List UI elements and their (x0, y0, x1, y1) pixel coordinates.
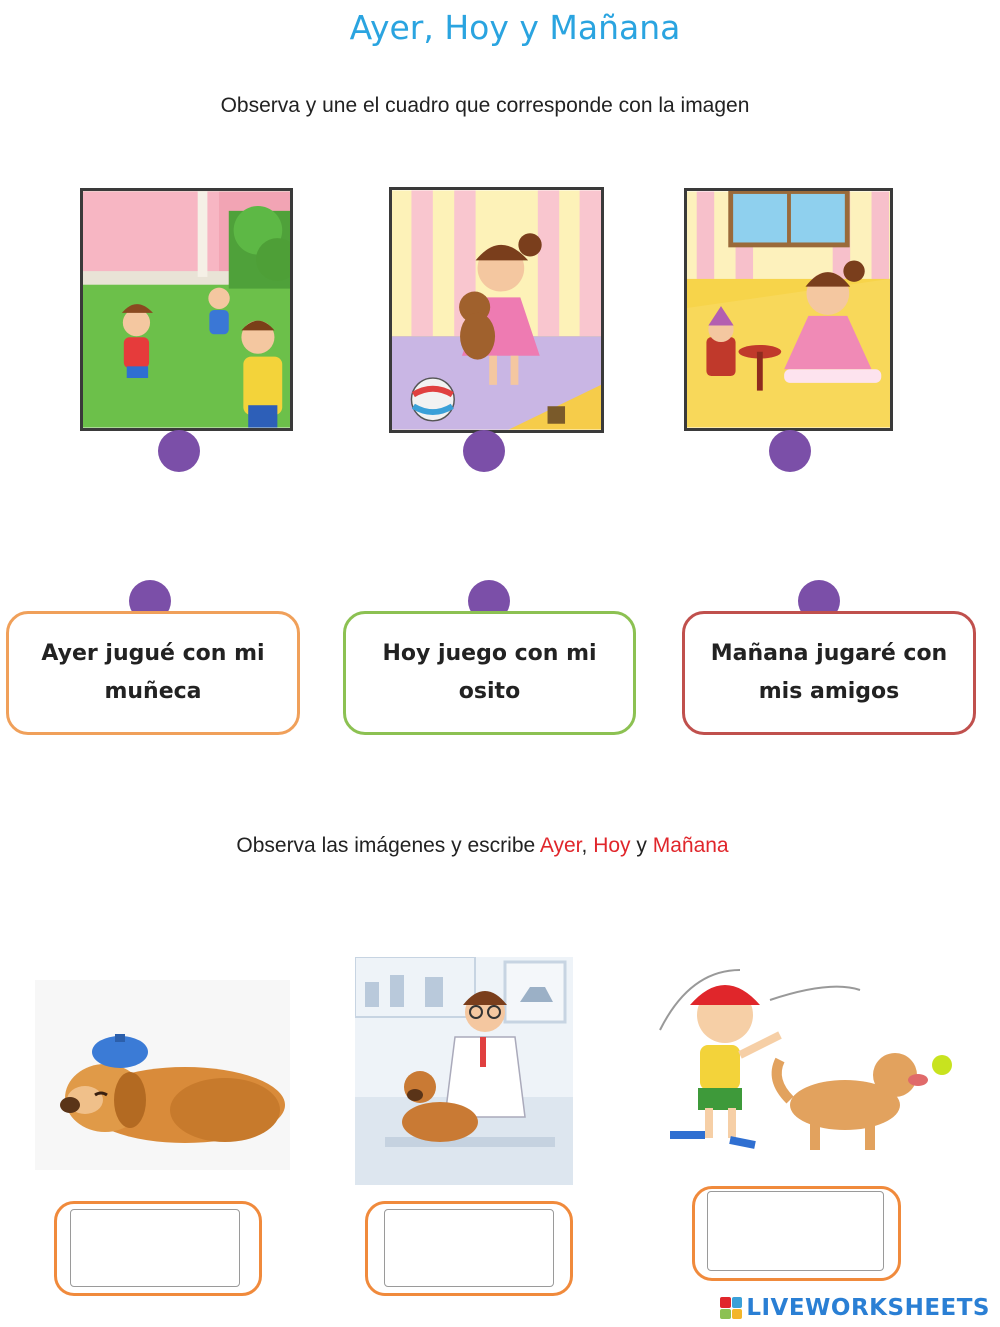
connector-dot-picture-1[interactable] (158, 430, 200, 472)
picture-children-playing (80, 188, 293, 431)
write-instructions-prefix: Observa las imágenes y escribe (236, 834, 540, 857)
write-instructions (0, 834, 965, 858)
veterinarian-with-dog-image (355, 957, 573, 1185)
phrase-box-manana[interactable] (682, 611, 976, 735)
children-playing-outdoors-image (83, 191, 290, 428)
phrase-box-hoy[interactable] (343, 611, 636, 735)
liveworksheets-logo-icon (720, 1297, 742, 1319)
answer-input-1[interactable] (70, 1209, 240, 1287)
phrase-line: Mañana jugaré con (710, 641, 948, 666)
liveworksheets-logo (720, 1295, 990, 1321)
match-instructions: Observa y une el cuadro que corresponde con la imagen (220, 94, 750, 117)
picture-boy-playing-dog (650, 960, 960, 1160)
picture-girl-tea-party (684, 188, 893, 431)
answer-input-3[interactable] (707, 1191, 884, 1271)
worksheet-title: Ayer, Hoy y Mañana (349, 8, 681, 47)
word-manana: Mañana (652, 834, 729, 857)
girl-tea-party-with-doll-image (687, 191, 890, 428)
phrase-line: osito (458, 679, 521, 704)
separator-and: y (630, 834, 653, 857)
sick-dog-with-ice-pack-image (35, 980, 290, 1170)
connector-dot-picture-3[interactable] (769, 430, 811, 472)
phrase-line: Ayer jugué con mi (41, 641, 265, 666)
separator-comma: , (581, 834, 594, 857)
connector-dot-picture-2[interactable] (463, 430, 505, 472)
picture-veterinarian (355, 957, 573, 1185)
picture-sick-dog (35, 980, 290, 1170)
liveworksheets-brand-text: LIVEWORKSHEETS (746, 1295, 990, 1321)
picture-girl-teddy-bear (389, 187, 604, 433)
phrase-line: muñeca (104, 679, 202, 704)
phrase-line: mis amigos (758, 679, 900, 704)
answer-input-2[interactable] (384, 1209, 554, 1287)
phrase-line: Hoy juego con mi (382, 641, 597, 666)
phrase-box-ayer[interactable] (6, 611, 300, 735)
word-hoy: Hoy (593, 834, 631, 857)
word-ayer: Ayer (539, 834, 582, 857)
girl-holding-teddy-bear-image (392, 190, 601, 430)
boy-playing-ball-with-dog-image (650, 960, 960, 1160)
